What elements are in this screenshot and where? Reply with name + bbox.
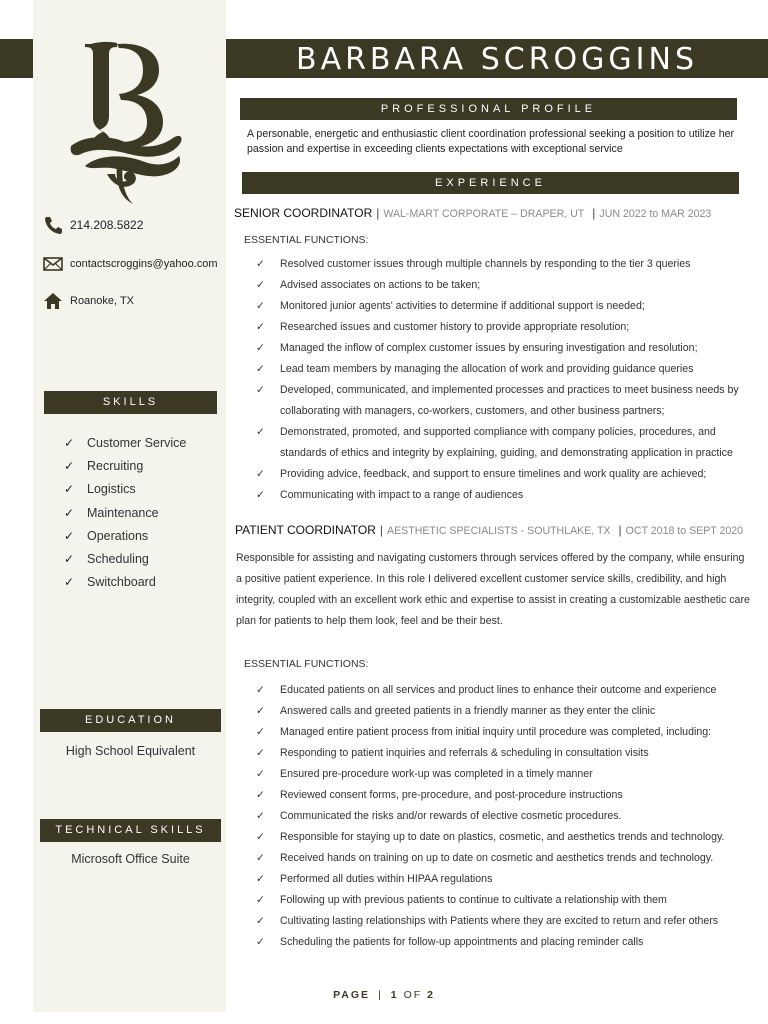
- bullet-item: ✓ Ensured pre-procedure work-up was completed in a timely manner: [256, 764, 756, 785]
- check-icon: ✓: [256, 684, 265, 696]
- profile-text: A personable, energetic and enthusiastic client coordination professional seeking a position to utilize her passion and expertise in exceeding clients expectations with exceptional service: [247, 128, 735, 155]
- contact-location: [42, 292, 134, 310]
- job-dates: OCT 2018 to SEPT 2020: [625, 525, 744, 537]
- candidate-name: BARBARA SCROGGINS: [295, 42, 698, 77]
- job-separator: |: [379, 523, 384, 537]
- job-organization: WAL-MART CORPORATE – DRAPER, UT: [383, 208, 585, 220]
- job-separator: |: [618, 523, 622, 537]
- bullet-item: ✓ Managed entire patient process from initial inquiry until procedure was completed, including:: [256, 722, 756, 743]
- bullet-item: ✓ Cultivating lasting relationships with Patients where they are excited to return and refer others: [256, 911, 756, 932]
- bullet-item: ✓ Answered calls and greeted patients in a friendly manner as they enter the clinic: [256, 701, 756, 722]
- bullet-item: ✓ Communicated the risks and/or rewards of elective cosmetic procedures.: [256, 806, 756, 827]
- bullet-item: ✓ Reviewed consent forms, pre-procedure, and post-procedure instructions: [256, 785, 756, 806]
- bullet-item: ✓ Managed the inflow of complex customer issues by ensuring investigation and resolution;: [256, 338, 756, 359]
- page-total: 2: [427, 989, 435, 1001]
- bullet-item: ✓ Lead team members by managing the allocation of work and providing guidance queries: [256, 359, 756, 380]
- check-icon: ✓: [256, 384, 265, 396]
- page-number: 1: [390, 989, 399, 1001]
- functions-label: ESSENTIAL FUNCTIONS:: [244, 658, 369, 670]
- skills-heading: SKILLS: [44, 391, 217, 414]
- bullet-item: ✓ Demonstrated, promoted, and supported compliance with company policies, procedures, and standards of ethics and integrity by explaining, guiding, and demonstrating application in practice: [256, 422, 756, 464]
- check-icon: ✓: [256, 279, 265, 291]
- job-header: [235, 523, 743, 537]
- skill-item: ✓ Customer Service: [64, 435, 187, 450]
- skills-list: [64, 431, 186, 594]
- job-dates: JUN 2022 to MAR 2023: [599, 208, 712, 220]
- education-value: High School Equivalent: [65, 744, 196, 758]
- check-icon: ✓: [256, 789, 265, 801]
- job-separator: |: [376, 206, 380, 220]
- home-icon: [42, 292, 64, 310]
- technical-skills-heading: TECHNICAL SKILLS: [40, 819, 221, 842]
- technical-skills-value: Microsoft Office Suite: [71, 852, 190, 866]
- skill-item: ✓ Logistics: [64, 482, 136, 497]
- check-icon: ✓: [256, 726, 265, 738]
- bullet-item: ✓ Educated patients on all services and product lines to enhance their outcome and experience: [256, 680, 756, 701]
- bullet-item: ✓ Received hands on training on up to date on cosmetic and aesthetics trends and technology.: [256, 848, 756, 869]
- functions-label: ESSENTIAL FUNCTIONS:: [244, 234, 369, 246]
- bullet-item: ✓ Monitored junior agents' activities to determine if additional support is needed;: [256, 296, 756, 317]
- check-icon: ✓: [256, 258, 265, 270]
- phone-icon: [42, 216, 64, 234]
- check-icon: ✓: [64, 528, 75, 543]
- check-icon: ✓: [64, 458, 75, 473]
- page-word: PAGE: [333, 989, 371, 1001]
- check-icon: ✓: [64, 435, 75, 450]
- check-icon: ✓: [256, 363, 265, 375]
- bullet-item: ✓ Performed all duties within HIPAA regulations: [256, 869, 756, 890]
- bullet-item: ✓ Responsible for staying up to date on plastics, cosmetic, and aesthetics trends and technology.: [256, 827, 756, 848]
- check-icon: ✓: [256, 321, 265, 333]
- contact-email: [42, 255, 218, 273]
- monogram-logo: [63, 38, 191, 204]
- check-icon: ✓: [256, 810, 265, 822]
- bullet-item: ✓ Developed, communicated, and implemented processes and practices to meet business needs by collaborating with managers, co-workers, customers, and other business partners;: [256, 380, 756, 422]
- check-icon: ✓: [256, 768, 265, 780]
- skill-item: ✓ Maintenance: [64, 505, 159, 520]
- check-icon: ✓: [256, 915, 265, 927]
- check-icon: ✓: [64, 575, 75, 590]
- bullet-item: ✓ Following up with previous patients to continue to cultivate a relationship with them: [256, 890, 756, 911]
- check-icon: ✓: [256, 426, 265, 438]
- envelope-icon: [42, 255, 64, 273]
- bullet-item: ✓ Communicating with impact to a range of audiences: [256, 485, 756, 506]
- bullet-item: ✓ Responding to patient inquiries and referrals & scheduling in consultation visits: [256, 743, 756, 764]
- education-heading: EDUCATION: [40, 709, 221, 732]
- of-word: OF: [403, 989, 423, 1001]
- profile-heading: PROFESSIONAL PROFILE: [240, 98, 737, 120]
- job-organization: AESTHETIC SPECIALISTS - SOUTHLAKE, TX: [387, 525, 611, 537]
- check-icon: ✓: [64, 505, 75, 520]
- check-icon: ✓: [64, 482, 75, 497]
- bullet-item: ✓ Researched issues and customer history to provide appropriate resolution;: [256, 317, 756, 338]
- skill-item: ✓ Recruiting: [64, 458, 144, 473]
- skill-item: ✓ Scheduling: [64, 552, 149, 567]
- location-text: Roanoke, TX: [70, 295, 135, 307]
- bullet-item: ✓ Resolved customer issues through multiple channels by responding to the tier 3 queries: [256, 254, 756, 275]
- check-icon: ✓: [256, 936, 265, 948]
- check-icon: ✓: [256, 852, 265, 864]
- name-banner-left: [0, 39, 33, 78]
- bullet-item: ✓ Scheduling the patients for follow-up appointments and placing reminder calls: [256, 932, 756, 953]
- skill-item: ✓ Operations: [64, 528, 149, 543]
- email-address[interactable]: contactscroggins@yahoo.com: [70, 258, 218, 270]
- page-footer: [0, 989, 768, 1001]
- phone-number: 214.208.5822: [70, 218, 144, 232]
- check-icon: ✓: [256, 300, 265, 312]
- check-icon: ✓: [256, 489, 265, 501]
- job-bullets: [256, 254, 756, 506]
- experience-heading: EXPERIENCE: [242, 172, 739, 194]
- check-icon: ✓: [256, 831, 265, 843]
- check-icon: ✓: [64, 552, 75, 567]
- check-icon: ✓: [256, 747, 265, 759]
- page-separator: |: [378, 989, 383, 1001]
- job-description: Responsible for assisting and navigating customers through services offered by the company, while ensuring a positive patient experience. In this role I delivered excellent customer service skills, credibility, and high integrity, coupled with an excellent work ethic and expertise to assist in creating a customizable aesthetic care plan for patients to help them look, feel and be their best.: [236, 552, 750, 627]
- skill-item: ✓ Switchboard: [64, 575, 156, 590]
- job-separator: |: [592, 206, 596, 220]
- check-icon: ✓: [256, 873, 265, 885]
- job-bullets: [256, 680, 756, 953]
- check-icon: ✓: [256, 705, 265, 717]
- bullet-item: ✓ Advised associates on actions to be taken;: [256, 275, 756, 296]
- contact-phone: [42, 216, 143, 234]
- job-header: [234, 206, 711, 220]
- check-icon: ✓: [256, 894, 265, 906]
- check-icon: ✓: [256, 468, 265, 480]
- job-title: SENIOR COORDINATOR: [234, 206, 373, 220]
- bullet-item: ✓ Providing advice, feedback, and support to ensure timelines and work quality are achieved;: [256, 464, 756, 485]
- job-title: PATIENT COORDINATOR: [235, 523, 376, 537]
- check-icon: ✓: [256, 342, 265, 354]
